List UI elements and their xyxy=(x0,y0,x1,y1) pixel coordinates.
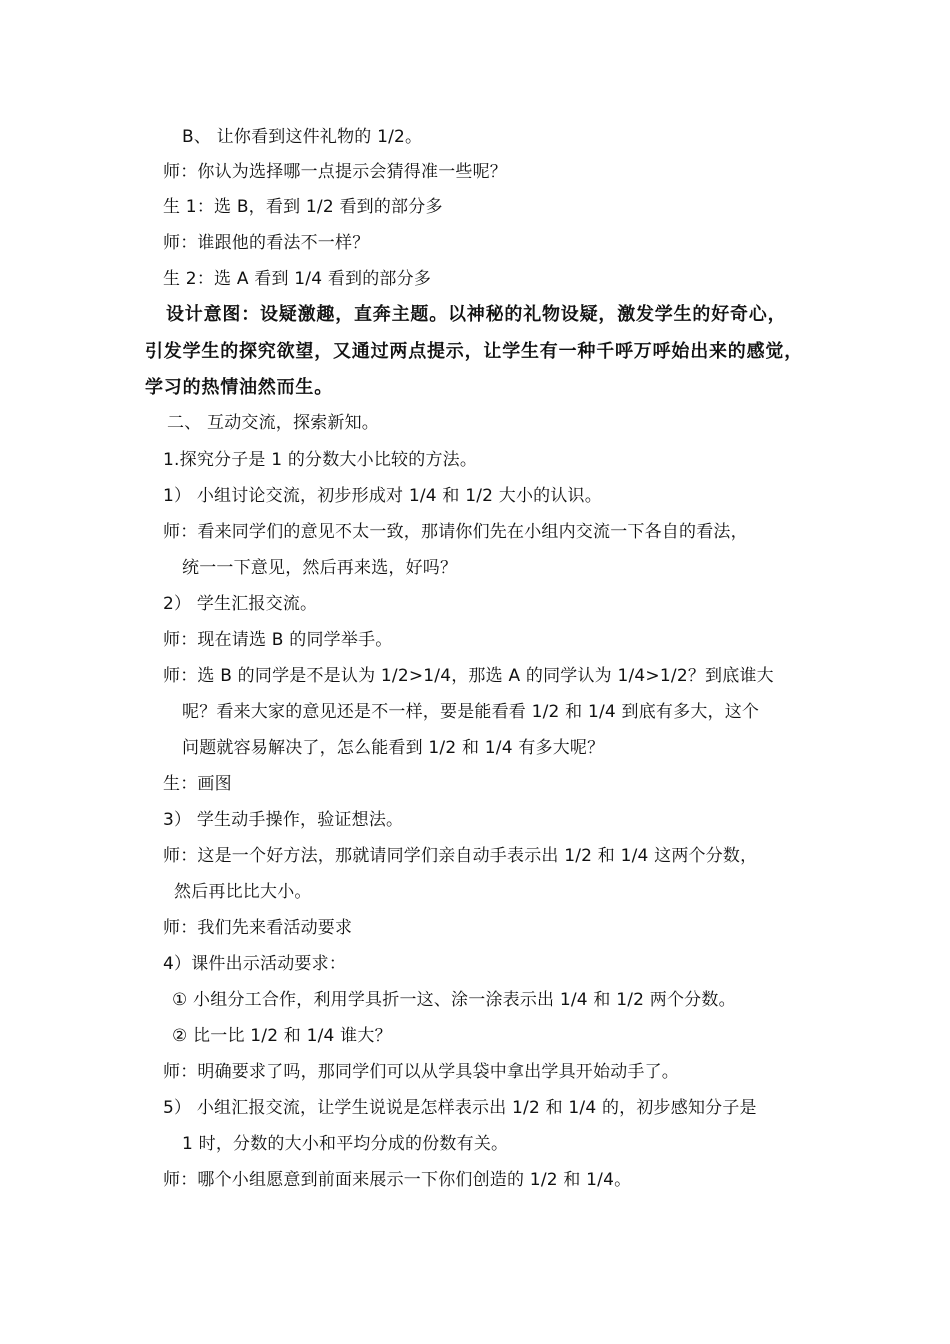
text-line: 呢？看来大家的意见还是不一样，要是能看看 1/2 和 1/4 到底有多大，这个 xyxy=(182,702,760,722)
design-intent-line: 引发学生的探究欲望，又通过两点提示，让学生有一种千呼万呼始出来的感觉， xyxy=(145,341,803,362)
section-heading: 二、 互动交流，探索新知。 xyxy=(167,413,380,433)
text-line: ① 小组分工合作，利用学具折一这、涂一涂表示出 1/4 和 1/2 两个分数。 xyxy=(172,990,736,1010)
text-line: 师：我们先来看活动要求 xyxy=(163,918,353,938)
text-line: 2） 学生汇报交流。 xyxy=(163,594,318,614)
text-line: 1.探究分子是 1 的分数大小比较的方法。 xyxy=(163,450,478,470)
text-line: 生：画图 xyxy=(163,774,232,794)
text-line: 1） 小组讨论交流，初步形成对 1/4 和 1/2 大小的认识。 xyxy=(163,486,602,506)
text-line: 生 1：选 B，看到 1/2 看到的部分多 xyxy=(163,197,443,217)
text-line: 师：选 B 的同学是不是认为 1/2>1/4，那选 A 的同学认为 1/4>1/2？到底谁大 xyxy=(163,666,774,686)
text-line: B、 让你看到这件礼物的 1/2。 xyxy=(182,127,423,147)
text-line: 然后再比比大小。 xyxy=(174,882,312,902)
text-line: 问题就容易解决了，怎么能看到 1/2 和 1/4 有多大呢？ xyxy=(182,738,605,758)
text-line: ② 比一比 1/2 和 1/4 谁大？ xyxy=(172,1026,392,1046)
text-line: 师：这是一个好方法，那就请同学们亲自动手表示出 1/2 和 1/4 这两个分数， xyxy=(163,846,758,866)
text-line: 4）课件出示活动要求： xyxy=(163,954,347,974)
text-line: 师：谁跟他的看法不一样？ xyxy=(163,233,370,253)
design-intent-line: 学习的热情油然而生。 xyxy=(145,377,333,398)
design-intent-line: 设计意图：设疑激趣，直奔主题。以神秘的礼物设疑，激发学生的好奇心， xyxy=(166,304,787,325)
text-line: 师：现在请选 B 的同学举手。 xyxy=(163,630,393,650)
text-line: 师：明确要求了吗，那同学们可以从学具袋中拿出学具开始动手了。 xyxy=(163,1062,679,1082)
text-line: 统一一下意见，然后再来选，好吗？ xyxy=(182,558,458,578)
text-line: 3） 学生动手操作，验证想法。 xyxy=(163,810,404,830)
text-line: 师：哪个小组愿意到前面来展示一下你们创造的 1/2 和 1/4。 xyxy=(163,1170,632,1190)
text-line: 5） 小组汇报交流，让学生说说是怎样表示出 1/2 和 1/4 的，初步感知分子是 xyxy=(163,1098,757,1118)
text-line: 师：看来同学们的意见不太一致，那请你们先在小组内交流一下各自的看法， xyxy=(163,522,748,542)
text-line: 生 2：选 A 看到 1/4 看到的部分多 xyxy=(163,269,432,289)
text-line: 1 时，分数的大小和平均分成的份数有关。 xyxy=(182,1134,509,1154)
text-line: 师：你认为选择哪一点提示会猜得准一些呢？ xyxy=(163,162,507,182)
